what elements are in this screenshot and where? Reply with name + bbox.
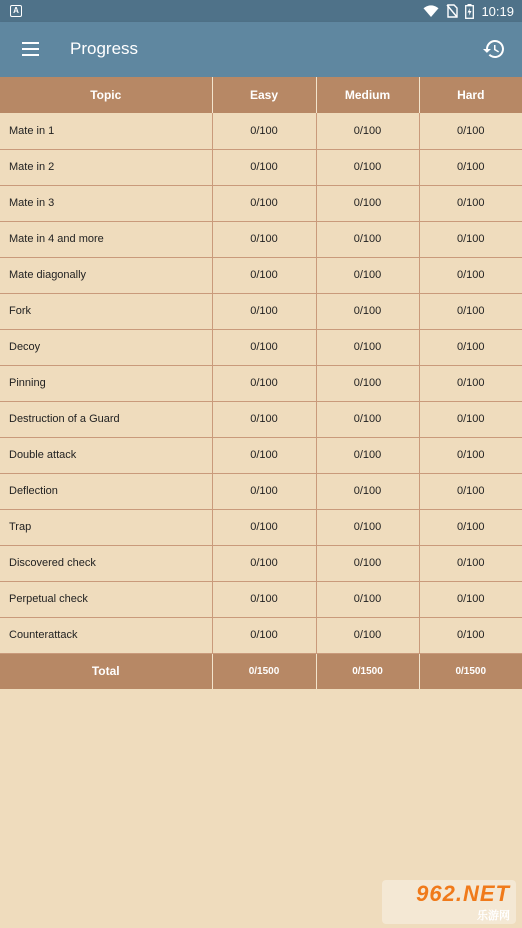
easy-cell: 0/100 bbox=[212, 401, 316, 437]
total-hard: 0/1500 bbox=[419, 653, 522, 689]
hard-cell: 0/100 bbox=[419, 509, 522, 545]
hard-cell: 0/100 bbox=[419, 257, 522, 293]
easy-cell: 0/100 bbox=[212, 293, 316, 329]
medium-cell: 0/100 bbox=[316, 509, 419, 545]
hard-cell: 0/100 bbox=[419, 329, 522, 365]
medium-cell: 0/100 bbox=[316, 581, 419, 617]
topic-cell: Destruction of a Guard bbox=[0, 401, 212, 437]
hard-cell: 0/100 bbox=[419, 401, 522, 437]
easy-cell: 0/100 bbox=[212, 329, 316, 365]
medium-cell: 0/100 bbox=[316, 617, 419, 653]
hard-cell: 0/100 bbox=[419, 293, 522, 329]
table-row[interactable] bbox=[0, 545, 522, 581]
header-easy: Easy bbox=[212, 77, 316, 113]
medium-cell: 0/100 bbox=[316, 365, 419, 401]
hard-cell: 0/100 bbox=[419, 113, 522, 149]
topic-cell: Mate in 3 bbox=[0, 185, 212, 221]
header-medium: Medium bbox=[316, 77, 419, 113]
table-row[interactable] bbox=[0, 257, 522, 293]
hard-cell: 0/100 bbox=[419, 581, 522, 617]
easy-cell: 0/100 bbox=[212, 221, 316, 257]
topic-cell: Deflection bbox=[0, 473, 212, 509]
easy-cell: 0/100 bbox=[212, 365, 316, 401]
table-row[interactable] bbox=[0, 293, 522, 329]
table-row[interactable] bbox=[0, 329, 522, 365]
topic-cell: Discovered check bbox=[0, 545, 212, 581]
hard-cell: 0/100 bbox=[419, 617, 522, 653]
table-row[interactable] bbox=[0, 185, 522, 221]
medium-cell: 0/100 bbox=[316, 293, 419, 329]
topic-cell: Mate in 4 and more bbox=[0, 221, 212, 257]
no-sim-icon bbox=[446, 4, 458, 18]
total-medium: 0/1500 bbox=[316, 653, 419, 689]
table-row[interactable] bbox=[0, 473, 522, 509]
hard-cell: 0/100 bbox=[419, 365, 522, 401]
medium-cell: 0/100 bbox=[316, 221, 419, 257]
topic-cell: Pinning bbox=[0, 365, 212, 401]
battery-icon bbox=[465, 4, 474, 19]
easy-cell: 0/100 bbox=[212, 509, 316, 545]
easy-cell: 0/100 bbox=[212, 545, 316, 581]
total-row bbox=[0, 653, 522, 689]
medium-cell: 0/100 bbox=[316, 149, 419, 185]
table-row[interactable] bbox=[0, 149, 522, 185]
medium-cell: 0/100 bbox=[316, 545, 419, 581]
topic-cell: Mate diagonally bbox=[0, 257, 212, 293]
hard-cell: 0/100 bbox=[419, 545, 522, 581]
easy-cell: 0/100 bbox=[212, 113, 316, 149]
hard-cell: 0/100 bbox=[419, 473, 522, 509]
topic-cell: Mate in 2 bbox=[0, 149, 212, 185]
medium-cell: 0/100 bbox=[316, 113, 419, 149]
wifi-icon bbox=[423, 5, 439, 18]
easy-cell: 0/100 bbox=[212, 257, 316, 293]
notification-a-icon: A bbox=[10, 5, 22, 17]
easy-cell: 0/100 bbox=[212, 617, 316, 653]
table-row[interactable] bbox=[0, 437, 522, 473]
header-hard: Hard bbox=[419, 77, 522, 113]
hard-cell: 0/100 bbox=[419, 221, 522, 257]
easy-cell: 0/100 bbox=[212, 149, 316, 185]
watermark-logo bbox=[382, 880, 516, 924]
hamburger-menu-icon[interactable] bbox=[18, 38, 44, 60]
watermark-brand: 962.NET bbox=[416, 881, 510, 906]
table-header-row bbox=[0, 77, 522, 113]
status-bar bbox=[0, 0, 522, 22]
total-label: Total bbox=[0, 653, 212, 689]
medium-cell: 0/100 bbox=[316, 257, 419, 293]
topic-cell: Perpetual check bbox=[0, 581, 212, 617]
easy-cell: 0/100 bbox=[212, 437, 316, 473]
app-bar bbox=[0, 22, 522, 77]
topic-cell: Decoy bbox=[0, 329, 212, 365]
table-row[interactable] bbox=[0, 221, 522, 257]
topic-cell: Double attack bbox=[0, 437, 212, 473]
table-row[interactable] bbox=[0, 401, 522, 437]
medium-cell: 0/100 bbox=[316, 473, 419, 509]
easy-cell: 0/100 bbox=[212, 473, 316, 509]
topic-cell: Counterattack bbox=[0, 617, 212, 653]
table-row[interactable] bbox=[0, 617, 522, 653]
history-icon[interactable] bbox=[482, 37, 506, 61]
progress-table bbox=[0, 77, 522, 689]
easy-cell: 0/100 bbox=[212, 185, 316, 221]
watermark-sub: 乐游网 bbox=[477, 910, 510, 922]
table-row[interactable] bbox=[0, 113, 522, 149]
clock: 10:19 bbox=[481, 3, 514, 19]
topic-cell: Mate in 1 bbox=[0, 113, 212, 149]
table-row[interactable] bbox=[0, 365, 522, 401]
total-easy: 0/1500 bbox=[212, 653, 316, 689]
status-icons bbox=[423, 3, 514, 19]
table-row[interactable] bbox=[0, 581, 522, 617]
topic-cell: Trap bbox=[0, 509, 212, 545]
table-row[interactable] bbox=[0, 509, 522, 545]
page-title: Progress bbox=[70, 39, 139, 58]
easy-cell: 0/100 bbox=[212, 581, 316, 617]
hard-cell: 0/100 bbox=[419, 185, 522, 221]
medium-cell: 0/100 bbox=[316, 185, 419, 221]
medium-cell: 0/100 bbox=[316, 329, 419, 365]
hard-cell: 0/100 bbox=[419, 149, 522, 185]
header-topic: Topic bbox=[0, 77, 212, 113]
medium-cell: 0/100 bbox=[316, 437, 419, 473]
topic-cell: Fork bbox=[0, 293, 212, 329]
medium-cell: 0/100 bbox=[316, 401, 419, 437]
hard-cell: 0/100 bbox=[419, 437, 522, 473]
